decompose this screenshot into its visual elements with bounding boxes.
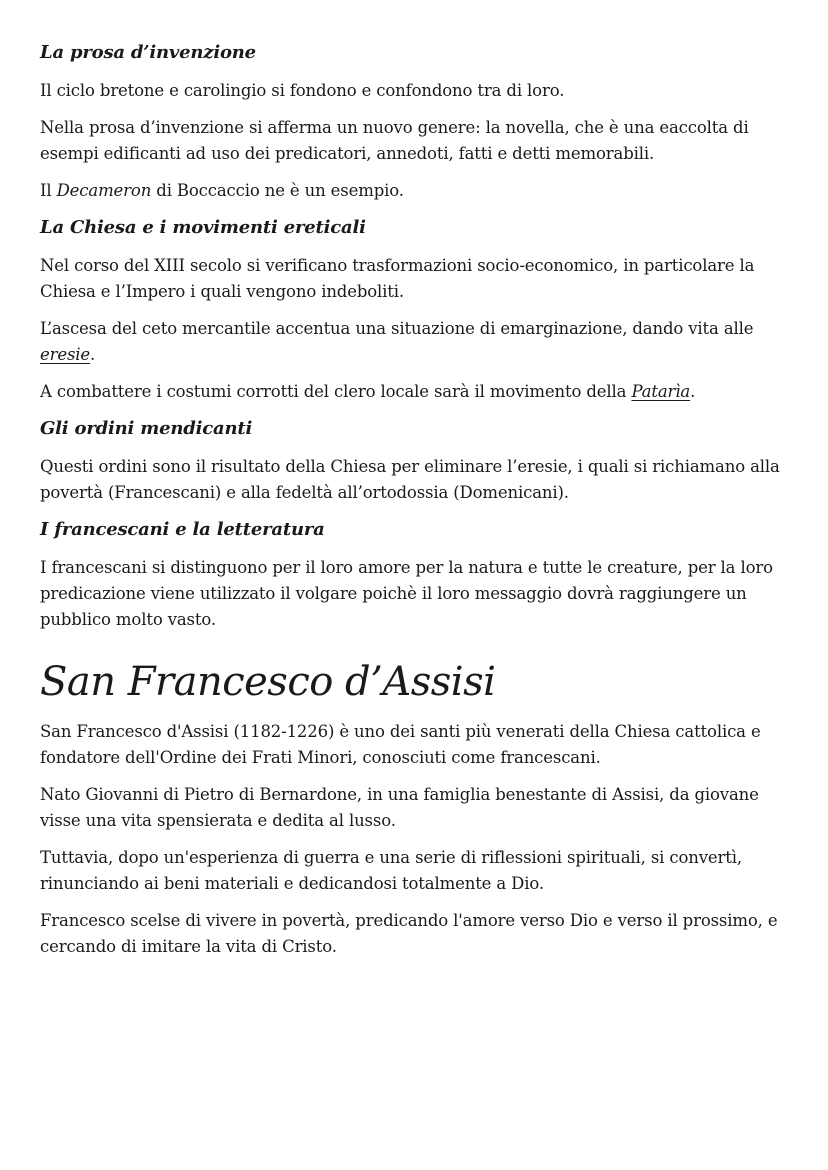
text-run: A combattere i costumi corrotti del clero locale sarà il movimento della [40,382,632,401]
book-title: Decameron [56,181,152,200]
section-heading-francescani: I francescani e la letteratura [40,519,325,540]
text-run: . [90,345,96,364]
paragraph: Nella prosa d’invenzione si afferma un nuovo genere: la novella, che è una eaccolta di esempi edificanti ad uso dei predicatori, annedoti, fatti e detti memorabili. [40,118,749,163]
paragraph: Francesco scelse di vivere in povertà, predicando l'amore verso Dio e verso il prossimo, e cercando di imitare la vita di Cristo. [40,911,778,956]
page-title: San Francesco d’Assisi [40,659,496,705]
text-run: Il [40,181,57,200]
paragraph: Questi ordini sono il risultato della Chiesa per eliminare l’eresie, i quali si richiamano alla povertà (Francescani) e alla fedeltà all’ortodossia (Domenicani). [40,457,780,502]
paragraph: Tuttavia, dopo un'esperienza di guerra e una serie di riflessioni spirituali, si convertì, rinunciando ai beni materiali e dedicandosi totalmente a Dio. [40,848,742,893]
link-pataria[interactable]: Patarìa [631,382,691,401]
paragraph: I francescani si distinguono per il loro amore per la natura e tutte le creature, per la loro predicazione viene utilizzato il volgare poichè il loro messaggio dovrà raggiungere un pubblico molto vasto. [40,558,773,629]
section-heading-prosa: La prosa d’invenzione [40,42,256,63]
paragraph: San Francesco d'Assisi (1182-1226) è uno dei santi più venerati della Chiesa cattolica e fondatore dell'Ordine dei Frati Minori, conosciuti come francescani. [40,722,761,767]
paragraph: Il ciclo bretone e carolingio si fondono e confondono tra di loro. [40,81,565,100]
paragraph [40,178,788,204]
paragraph: Nel corso del XIII secolo si verificano trasformazioni socio-economico, in particolare la Chiesa e l’Impero i quali vengono indeboliti. [40,256,755,301]
section-heading-chiesa: La Chiesa e i movimenti ereticali [40,217,366,238]
section-heading-ordini: Gli ordini mendicanti [40,418,253,439]
paragraph [40,316,788,368]
text-run: . [690,382,696,401]
paragraph: Nato Giovanni di Pietro di Bernardone, in una famiglia benestante di Assisi, da giovane visse una vita spensierata e dedita al lusso. [40,785,759,830]
text-run: L’ascesa del ceto mercantile accentua una situazione di emarginazione, dando vita alle [40,319,754,338]
text-run: di Boccaccio ne è un esempio. [151,181,404,200]
paragraph [40,379,788,405]
link-eresie[interactable]: eresie [40,345,91,364]
